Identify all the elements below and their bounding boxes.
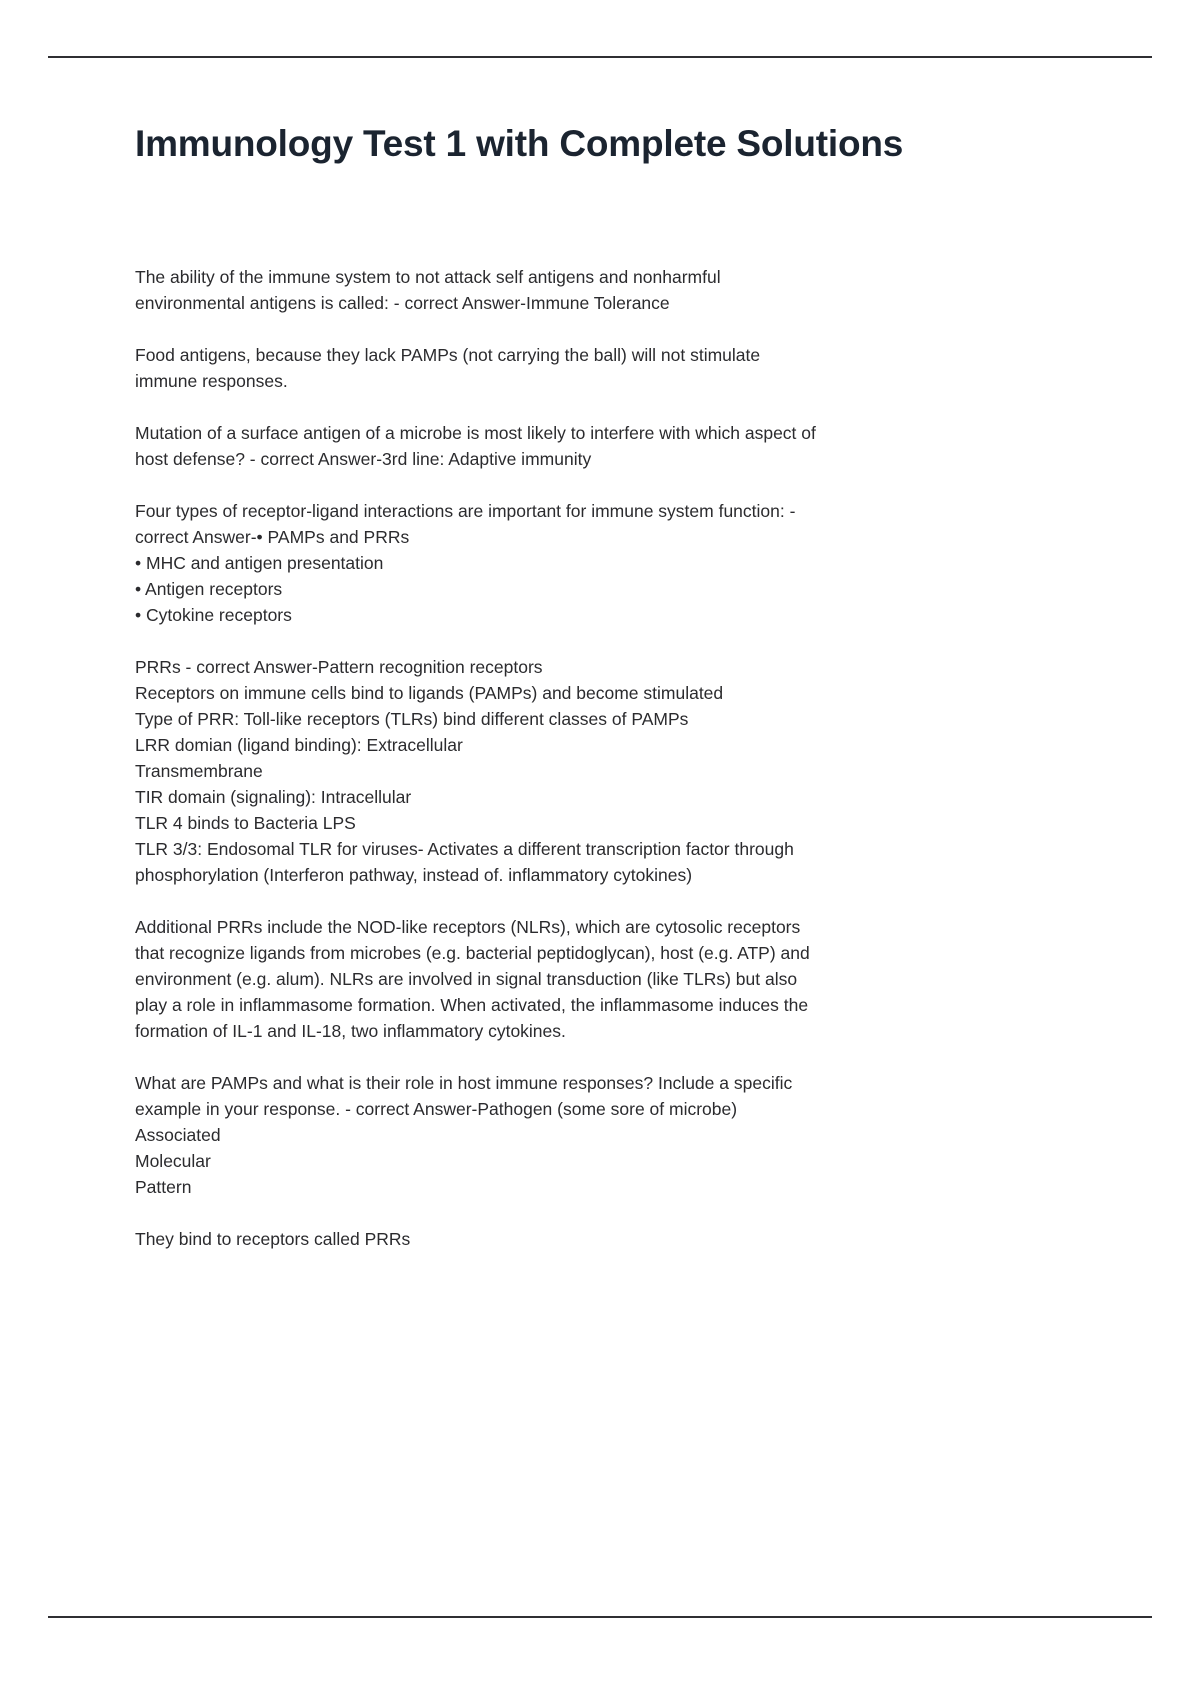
paragraph-line: that recognize ligands from microbes (e.g. bacterial peptidoglycan), host (e.g. ATP) and [135, 943, 810, 964]
paragraph-line: environment (e.g. alum). NLRs are involved in signal transduction (like TLRs) but also [135, 969, 798, 990]
paragraph-gap [135, 472, 1025, 498]
paragraph-line: Mutation of a surface antigen of a microbe is most likely to interfere with which aspect of [135, 423, 816, 444]
paragraph-line: TIR domain (signaling): Intracellular [135, 787, 412, 808]
paragraph-line: Associated [135, 1125, 221, 1146]
paragraph-line: correct Answer-• PAMPs and PRRs [135, 527, 410, 548]
paragraph-line: phosphorylation (Interferon pathway, instead of. inflammatory cytokines) [135, 865, 693, 886]
paragraph-line: What are PAMPs and what is their role in host immune responses? Include a specific [135, 1073, 793, 1094]
paragraph-line: The ability of the immune system to not attack self antigens and nonharmful [135, 267, 721, 288]
paragraph-line: Molecular [135, 1151, 211, 1172]
paragraph-line: PRRs - correct Answer-Pattern recognition receptors [135, 657, 543, 678]
paragraph-5 [135, 654, 1025, 888]
document-content [135, 120, 1025, 1252]
page-top-rule [48, 56, 1152, 58]
paragraph-line: TLR 4 binds to Bacteria LPS [135, 813, 356, 834]
paragraph-line: • Antigen receptors [135, 579, 283, 600]
paragraph-3 [135, 420, 1025, 472]
paragraph-gap [135, 628, 1025, 654]
paragraph-line: TLR 3/3: Endosomal TLR for viruses- Activates a different transcription factor through [135, 839, 794, 860]
paragraph-line: • Cytokine receptors [135, 605, 292, 626]
title-spacer [135, 168, 1025, 264]
paragraph-line: Transmembrane [135, 761, 263, 782]
paragraph-8 [135, 1226, 1025, 1252]
paragraph-line: host defense? - correct Answer-3rd line: Adaptive immunity [135, 449, 592, 470]
paragraph-gap [135, 394, 1025, 420]
paragraph-line: LRR domian (ligand binding): Extracellular [135, 735, 463, 756]
paragraph-2 [135, 342, 1025, 394]
paragraph-gap [135, 316, 1025, 342]
paragraph-line: Additional PRRs include the NOD-like receptors (NLRs), which are cytosolic receptors [135, 917, 801, 938]
page-title: Immunology Test 1 with Complete Solutions [135, 123, 904, 164]
paragraph-line: Food antigens, because they lack PAMPs (not carrying the ball) will not stimulate [135, 345, 761, 366]
paragraph-line: Pattern [135, 1177, 192, 1198]
paragraph-4 [135, 498, 1025, 628]
page-bottom-rule [48, 1616, 1152, 1618]
paragraph-6 [135, 914, 1025, 1044]
paragraph-line: Receptors on immune cells bind to ligands (PAMPs) and become stimulated [135, 683, 724, 704]
paragraph-line: • MHC and antigen presentation [135, 553, 384, 574]
paragraph-line: formation of IL-1 and IL-18, two inflammatory cytokines. [135, 1021, 566, 1042]
paragraph-1 [135, 264, 1025, 316]
paragraph-line: Four types of receptor-ligand interactions are important for immune system function: - [135, 501, 796, 522]
paragraph-gap [135, 1200, 1025, 1226]
paragraph-7 [135, 1070, 1025, 1200]
paragraph-line: immune responses. [135, 371, 288, 392]
paragraph-line: They bind to receptors called PRRs [135, 1229, 411, 1250]
paragraph-line: example in your response. - correct Answer-Pathogen (some sore of microbe) [135, 1099, 738, 1120]
paragraph-gap [135, 888, 1025, 914]
paragraph-line: play a role in inflammasome formation. When activated, the inflammasome induces the [135, 995, 809, 1016]
paragraph-line: Type of PRR: Toll-like receptors (TLRs) bind different classes of PAMPs [135, 709, 689, 730]
paragraph-gap [135, 1044, 1025, 1070]
paragraph-line: environmental antigens is called: - correct Answer-Immune Tolerance [135, 293, 670, 314]
